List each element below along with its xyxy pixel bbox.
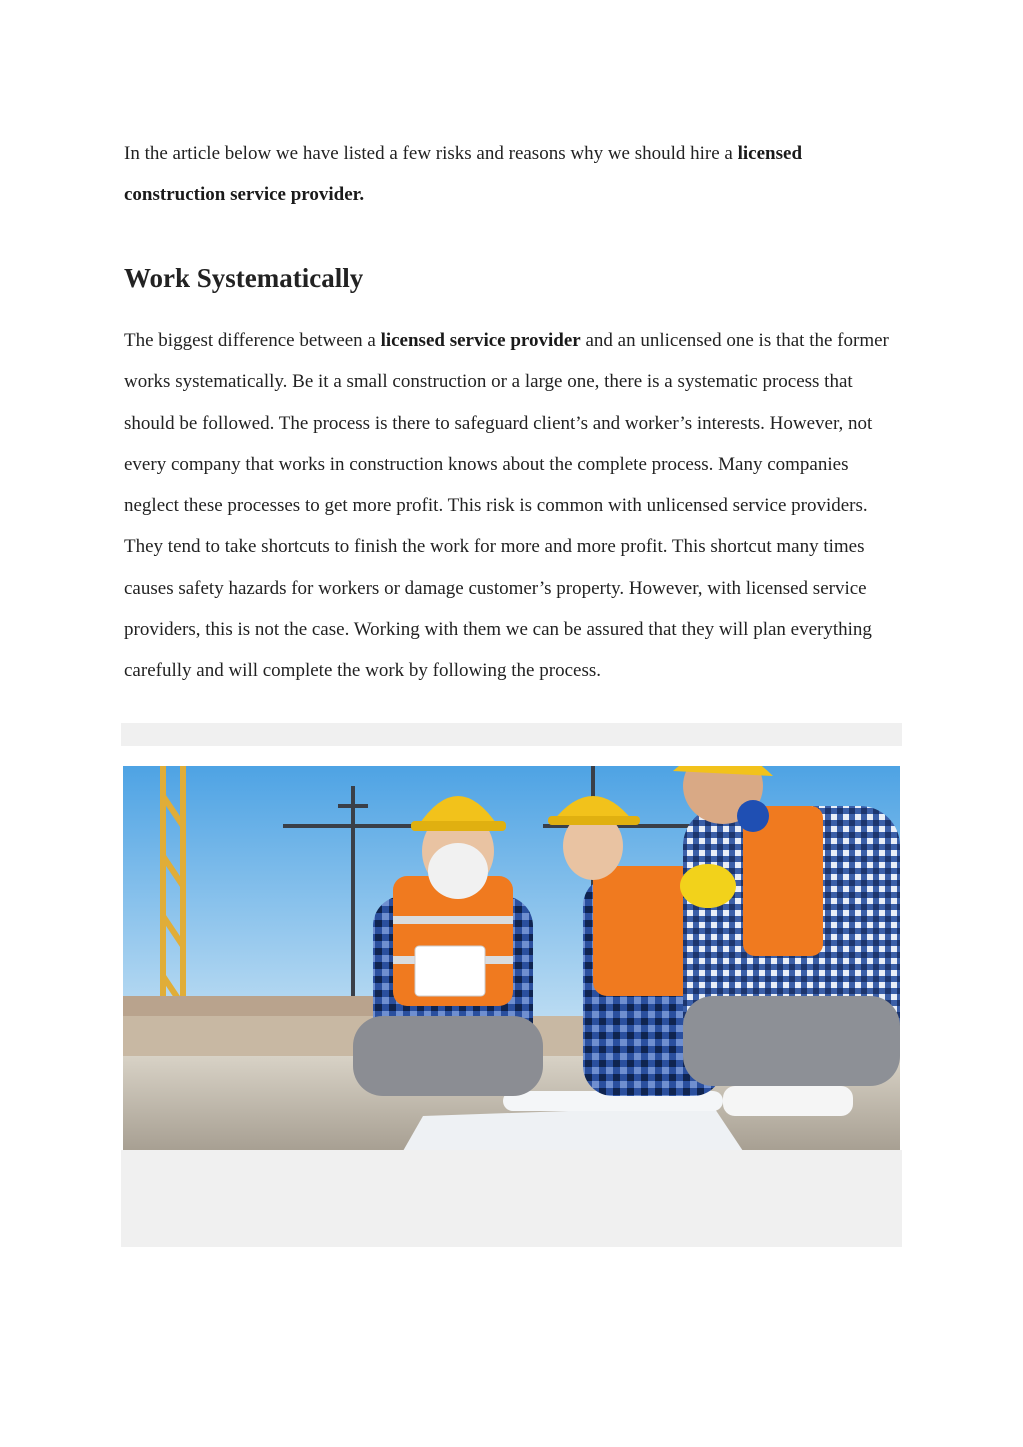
paragraph-text-start: The biggest difference between a [124, 330, 381, 351]
construction-workers-photo [123, 766, 900, 1151]
intro-text: In the article below we have listed a few risks and reasons why we should hire a [124, 143, 738, 164]
image-top-band [121, 723, 902, 746]
image-bottom-band [121, 1150, 902, 1247]
intro-paragraph [124, 133, 904, 215]
section-paragraph [124, 320, 904, 692]
section-heading: Work Systematically [124, 263, 364, 293]
paragraph-text-rest: and an unlicensed one is that the former works systematically. Be it a small construction or a large one, there is a systematic process that should be followed. The process is there to safeguard client’s and worker’s interests. However, not every company that works in construction knows about the complete process. Many companies neglect these processes to get more profit. This risk is common with unlicensed service providers. They tend to take shortcuts to finish the work for more and more profit. This shortcut many times causes safety hazards for workers or damage customer’s property. However, with licensed service providers, this is not the case. Working with them we can be assured that they will plan everything carefully and will complete the work by following the process. [124, 330, 889, 682]
worker-right [673, 766, 900, 1116]
intro-bold-text: licensed construction service provider. [124, 143, 803, 205]
paragraph-bold-text: licensed service provider [380, 330, 581, 351]
photo-illustration [123, 766, 900, 1151]
